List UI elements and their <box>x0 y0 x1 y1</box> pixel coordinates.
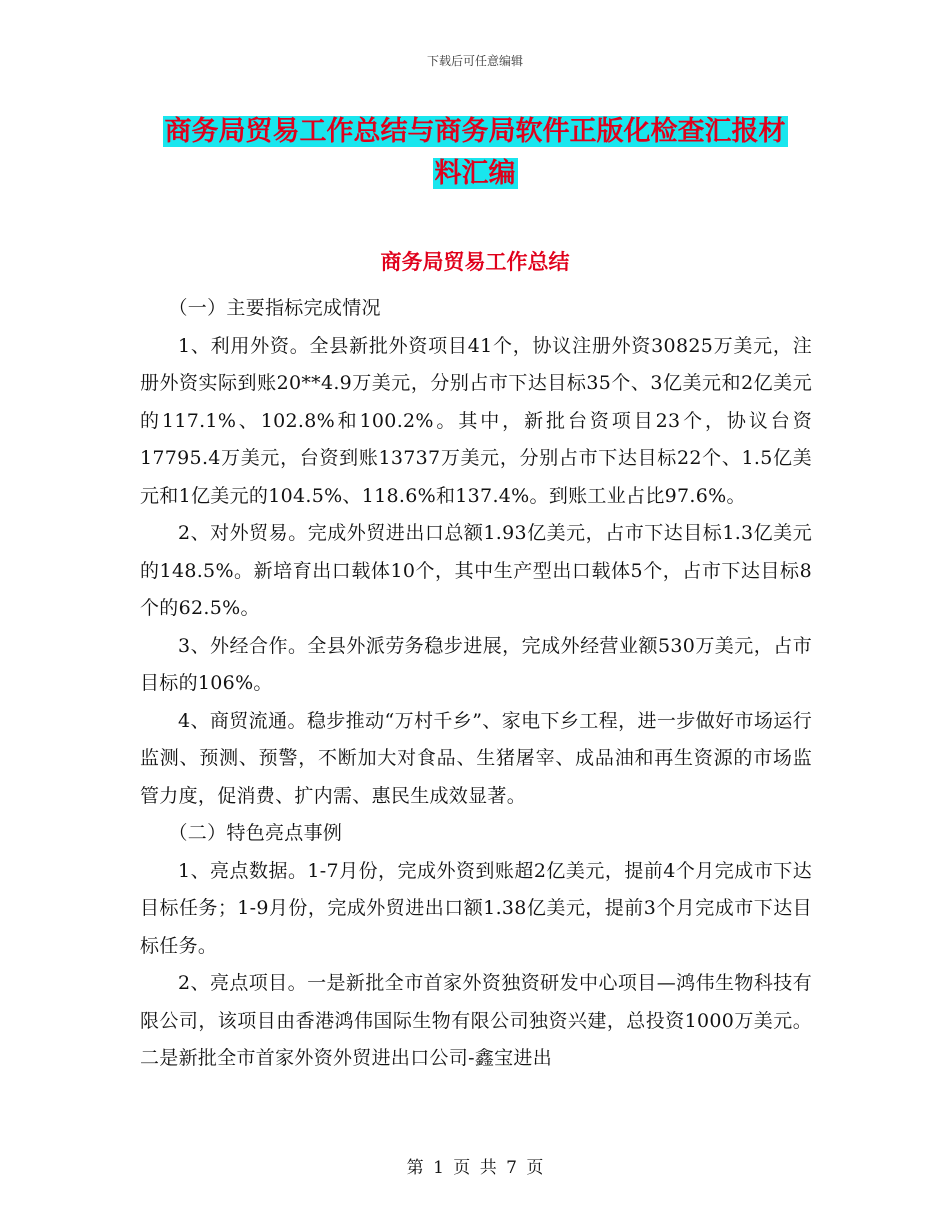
section-heading-1: （一）主要指标完成情况 <box>168 297 381 319</box>
paragraph-highlight-data: 1、亮点数据。1-7月份，完成外资到账超2亿美元，提前4个月完成市下达目标任务；1-9月份，完成外贸进出口额1.38亿美元，提前3个月完成市下达目标任务。 <box>140 859 812 957</box>
title-highlight-1: 商务局贸易工作总结与商务局软件正版化检查汇报材 <box>164 116 786 147</box>
paragraph-foreign-investment: 1、利用外资。全县新批外资项目41个，协议注册外资30825万美元，注册外资实际到账20**4.9万美元，分别占市下达目标35个、3亿美元和2亿美元的117.1%、102.8%和100.2%。其中，新批台资项目23个，协议台资17795.4万美元，台资到账13737万美元，分别占市下达目标22个、1.5亿美元和1亿美元的104.5%、118.6%和137.4%。到账工业占比97.6%。 <box>140 334 812 507</box>
section-heading-2: （二）特色亮点事例 <box>168 822 343 844</box>
document-title-line-2 <box>0 148 950 200</box>
document-body <box>140 290 812 1078</box>
paragraph-commerce-circulation: 4、商贸流通。稳步推动“万村千乡”、家电下乡工程，进一步做好市场运行监测、预测、预警，不断加大对食品、生猪屠宰、成品油和再生资源的市场监管力度，促消费、扩内需、惠民生成效显著。 <box>140 709 812 807</box>
page-footer: 第 1 页 共 7 页 <box>406 1158 544 1178</box>
paragraph-foreign-trade: 2、对外贸易。完成外贸进出口总额1.93亿美元，占市下达目标1.3亿美元的148.5%。新培育出口载体10个，其中生产型出口载体5个，占市下达目标8个的62.5%。 <box>140 522 812 619</box>
header-note: 下载后可任意编辑 <box>426 54 523 68</box>
paragraph-highlight-projects: 2、亮点项目。一是新批全市首家外资独资研发中心项目—鸿伟生物科技有限公司，该项目由香港鸿伟国际生物有限公司独资兴建，总投资1000万美元。二是新批全市首家外资外贸进出口公司-鑫宝进出 <box>140 972 812 1069</box>
title-highlight-2: 料汇编 <box>434 158 516 189</box>
section-title: 商务局贸易工作总结 <box>380 250 570 274</box>
paragraph-external-cooperation: 3、外经合作。全县外派劳务稳步进展，完成外经营业额530万美元，占市目标的106%。 <box>140 634 812 694</box>
